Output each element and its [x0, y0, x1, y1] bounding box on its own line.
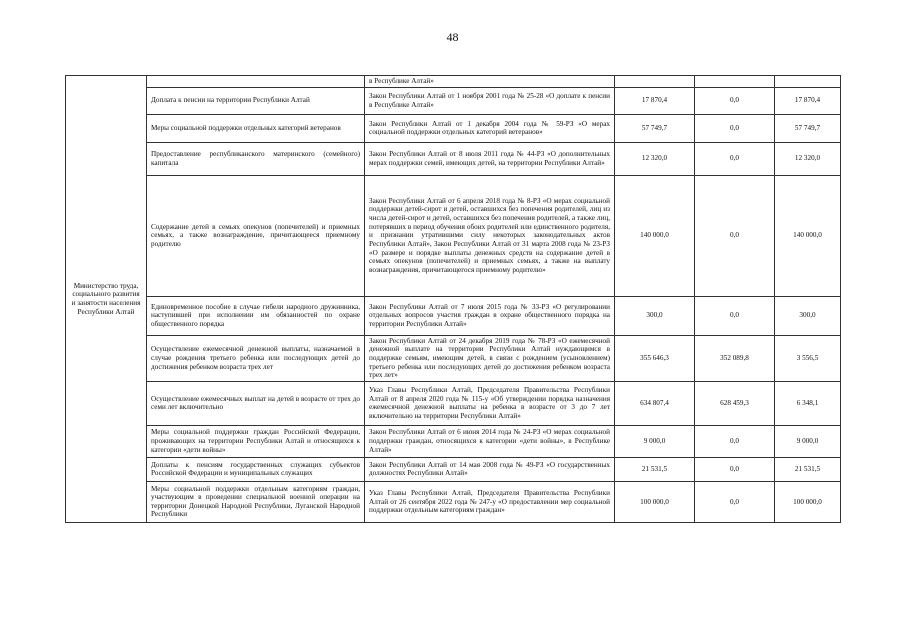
table-row: [66, 114, 841, 142]
amount-total-cell: 57 749,7: [615, 114, 695, 142]
table-row: [66, 87, 841, 114]
table-row: [66, 142, 841, 175]
amount-regional-cell: 140 000,0: [775, 175, 841, 296]
amount-federal-cell: 0,0: [695, 296, 775, 335]
law-cell: Закон Республики Алтай от 6 апреля 2018 года № 8-РЗ «О мерах социальной поддержки детей-сирот и детей, оставшихся без попечения родителей, лиц из числа детей-сирот и детей, оставшихся без попечения родителей, а также лиц, потерявших в период обучения обоих родителей или единственного родителя, и признании утратившими силу некоторых законодательных актов Республики Алтай», Закон Республики Алтай от 31 марта 2008 года № 23-РЗ «О размере и порядке выплаты денежных средств на содержание детей в семьях опекунов (попечителей) и приемных семьях, а также на выплату вознаграждения, причитающегося приемному родителю»: [365, 175, 615, 296]
amount-federal-cell: 0,0: [695, 87, 775, 114]
amount-total-cell: 100 000,0: [615, 481, 695, 522]
page-number: 48: [446, 30, 459, 44]
amount-regional-cell: 6 348,1: [775, 381, 841, 425]
law-cell: Закон Республики Алтай от 14 мая 2008 года № 49-РЗ «О государственных должностях Республики Алтай»: [365, 457, 615, 481]
measure-cell: Содержание детей в семьях опекунов (попечителей) и приемных семьях, а также вознаграждение, причитающееся приемному родителю: [147, 175, 365, 296]
amount-regional-cell: 9 000,0: [775, 425, 841, 457]
measure-cell: Меры социальной поддержки отдельных категорий ветеранов: [147, 114, 365, 142]
amount-total-cell: 140 000,0: [615, 175, 695, 296]
table-row: [66, 296, 841, 335]
table-row: [66, 335, 841, 381]
law-cell: Закон Республики Алтай от 24 декабря 2019 года № 78-РЗ «О ежемесячной денежной выплате на территории Республики Алтай нуждающимся в поддержке семьям, имеющим детей, в связи с рождением (усыновлением) третьего ребенка или последующих детей до достижения ребенком возраста трех лет»: [365, 335, 615, 381]
law-cell: Закон Республики Алтай от 1 декабря 2004 года № 59-РЗ «О мерах социальной поддержки отдельных категорий ветеранов»: [365, 114, 615, 142]
measure-cell: Меры социальной поддержки граждан Российской Федерации, проживающих на территории Республики Алтай и относящихся к категории «дети войны»: [147, 425, 365, 457]
law-cell: Закон Республики Алтай от 1 ноября 2001 года № 25-28 «О доплате к пенсии в Республике Алтай»: [365, 87, 615, 114]
measure-cell: Предоставление республиканского материнского (семейного) капитала: [147, 142, 365, 175]
budget-table: [65, 75, 841, 523]
amount-federal-cell: 628 459,3: [695, 381, 775, 425]
table-row: [66, 76, 841, 88]
amount-regional-cell: 100 000,0: [775, 481, 841, 522]
amount-federal-cell: 0,0: [695, 142, 775, 175]
measure-cell: Доплаты к пенсиям государственных служащих субъектов Российской Федерации и муниципальных служащих: [147, 457, 365, 481]
amount-federal-cell: 0,0: [695, 175, 775, 296]
amount-regional-cell: 3 556,5: [775, 335, 841, 381]
table-row: [66, 481, 841, 522]
amount-regional-cell: 300,0: [775, 296, 841, 335]
amount-regional-cell: 57 749,7: [775, 114, 841, 142]
table-row: [66, 425, 841, 457]
table-row: [66, 175, 841, 296]
amount-federal-cell: [695, 76, 775, 88]
law-cell: Закон Республики Алтай от 6 июня 2014 года № 24-РЗ «О мерах социальной поддержки граждан, относящихся к категории «дети войны», в Республике Алтай»: [365, 425, 615, 457]
amount-federal-cell: 0,0: [695, 425, 775, 457]
amount-federal-cell: 352 089,8: [695, 335, 775, 381]
table-row: [66, 381, 841, 425]
amount-regional-cell: 12 320,0: [775, 142, 841, 175]
measure-cell: Меры социальной поддержки отдельным категориям граждан, участвующим в проведении специальной военной операции на территории Донецкой Народной Республики, Луганской Народной Республики: [147, 481, 365, 522]
table-row: [66, 457, 841, 481]
amount-total-cell: 12 320,0: [615, 142, 695, 175]
amount-total-cell: [615, 76, 695, 88]
amount-regional-cell: 17 870,4: [775, 87, 841, 114]
law-cell: в Республике Алтай»: [365, 76, 615, 88]
amount-total-cell: 9 000,0: [615, 425, 695, 457]
law-cell: Закон Республики Алтай от 8 июля 2011 года № 44-РЗ «О дополнительных мерах поддержки семей, имеющих детей, на территории Республики Алтай»: [365, 142, 615, 175]
amount-federal-cell: 0,0: [695, 481, 775, 522]
law-cell: Указ Главы Республики Алтай, Председателя Правительства Республики Алтай от 26 сентября 2022 года № 247-у «О предоставлении мер социальной поддержки отдельным категориям граждан»: [365, 481, 615, 522]
amount-regional-cell: 21 531,5: [775, 457, 841, 481]
amount-regional-cell: [775, 76, 841, 88]
measure-cell: Осуществление ежемесячной денежной выплаты, назначаемой в случае рождения третьего ребенка или последующих детей до достижения ребенком возраста трех лет: [147, 335, 365, 381]
measure-cell: [147, 76, 365, 88]
law-cell: Закон Республики Алтай от 7 июля 2015 года № 33-РЗ «О регулировании отдельных вопросов участия граждан в охране общественного порядка на территории Республики Алтай»: [365, 296, 615, 335]
amount-total-cell: 17 870,4: [615, 87, 695, 114]
measure-cell: Доплата к пенсии на территории Республики Алтай: [147, 87, 365, 114]
measure-cell: Осуществление ежемесячных выплат на детей в возрасте от трех до семи лет включительно: [147, 381, 365, 425]
amount-federal-cell: 0,0: [695, 457, 775, 481]
amount-total-cell: 300,0: [615, 296, 695, 335]
measure-cell: Единовременное пособие в случае гибели народного дружинника, наступившей при исполнении им обязанностей по охране общественного порядка: [147, 296, 365, 335]
amount-total-cell: 634 807,4: [615, 381, 695, 425]
amount-total-cell: 355 646,3: [615, 335, 695, 381]
amount-federal-cell: 0,0: [695, 114, 775, 142]
ministry-cell: Министерство труда, социального развития и занятости населения Республики Алтай: [66, 76, 147, 523]
law-cell: Указ Главы Республики Алтай, Председателя Правительства Республики Алтай от 8 апреля 2020 года № 115-у «Об утверждении порядка назначения ежемесячной денежной выплаты на ребенка в возрасте от 3 до 7 лет включительно на территории Республики Алтай»: [365, 381, 615, 425]
amount-total-cell: 21 531,5: [615, 457, 695, 481]
